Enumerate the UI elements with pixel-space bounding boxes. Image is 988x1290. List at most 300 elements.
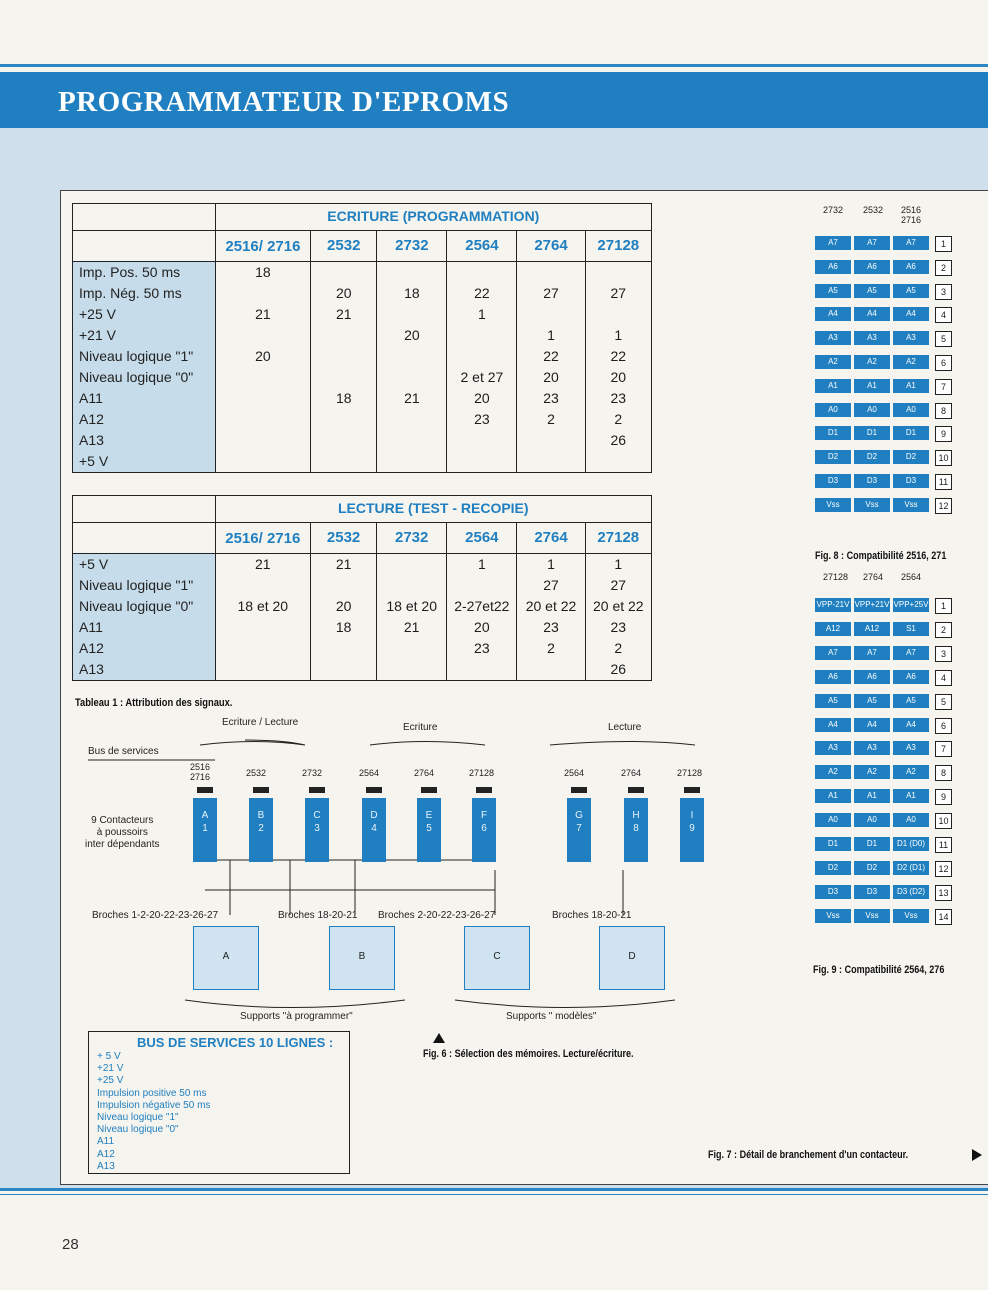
pinout-row bbox=[815, 909, 952, 925]
row-label: Imp. Nég. 50 ms bbox=[73, 283, 216, 304]
pin-signal: A6 bbox=[893, 670, 929, 684]
bottom-rule bbox=[0, 1188, 988, 1191]
table-cell: 18 bbox=[377, 283, 447, 304]
table-row bbox=[73, 367, 652, 388]
pin-signal: Vss bbox=[854, 909, 890, 923]
socket-a: A bbox=[193, 926, 259, 990]
pin-number: 2 bbox=[935, 260, 952, 276]
pin-signal: A7 bbox=[854, 646, 890, 660]
label-lecture: Lecture bbox=[608, 722, 642, 733]
table-lecture-caption: LECTURE (TEST - RECOPIE) bbox=[215, 496, 651, 523]
pin-signal: A3 bbox=[854, 741, 890, 755]
pinout-row bbox=[815, 450, 952, 466]
push-button-cap bbox=[628, 787, 644, 793]
table-cell: 27 bbox=[517, 575, 585, 596]
table-cell bbox=[377, 659, 447, 681]
column-header: 2764 bbox=[517, 231, 585, 262]
pin-signal: A1 bbox=[854, 789, 890, 803]
table-cell bbox=[447, 575, 517, 596]
pinout-header: 27128 bbox=[823, 572, 849, 582]
pinout-row bbox=[815, 236, 952, 252]
table-cell: 20 bbox=[377, 325, 447, 346]
table-cell: 20 et 22 bbox=[585, 596, 651, 617]
pin-signal: A4 bbox=[854, 307, 890, 321]
table-cell bbox=[377, 262, 447, 284]
bus-services-box bbox=[88, 1031, 350, 1174]
table-cell: 23 bbox=[447, 409, 517, 430]
table-cell: 20 bbox=[311, 596, 377, 617]
pinout-row bbox=[815, 498, 952, 514]
pin-signal: A3 bbox=[854, 331, 890, 345]
pin-signal: A7 bbox=[893, 646, 929, 660]
contacteur-chip-label: 2532 bbox=[246, 768, 267, 778]
pin-number: 1 bbox=[935, 236, 952, 252]
contacteur-letter: D bbox=[370, 810, 378, 821]
pin-signal: A2 bbox=[893, 355, 929, 369]
table-cell: 21 bbox=[311, 304, 377, 325]
table-cell: 1 bbox=[517, 554, 585, 576]
pin-signal: A6 bbox=[893, 260, 929, 274]
contacteur-c bbox=[305, 798, 329, 862]
label-broches-4: Broches 18-20-21 bbox=[552, 910, 632, 921]
pinout-row bbox=[815, 861, 952, 877]
contacteur-number: 7 bbox=[576, 823, 582, 834]
pin-signal: D1 (D0) bbox=[893, 837, 929, 851]
row-label: A12 bbox=[73, 409, 216, 430]
row-label: +5 V bbox=[73, 554, 216, 576]
brace-supports-prog bbox=[185, 1000, 405, 1008]
pin-signal: VPP-21V bbox=[815, 598, 851, 612]
contacteur-number: 9 bbox=[689, 823, 695, 834]
push-button-cap bbox=[421, 787, 437, 793]
row-label: A13 bbox=[73, 659, 216, 681]
table-row bbox=[73, 659, 652, 681]
pin-number: 7 bbox=[935, 741, 952, 757]
pinout-header: 2516 2716 bbox=[901, 205, 922, 225]
table-cell: 27 bbox=[585, 575, 651, 596]
table-cell: 21 bbox=[377, 388, 447, 409]
pin-number: 12 bbox=[935, 861, 952, 877]
pin-number: 14 bbox=[935, 909, 952, 925]
pin-signal: A5 bbox=[893, 694, 929, 708]
row-label: +5 V bbox=[73, 451, 216, 473]
contacteur-chip-label: 2564 bbox=[359, 768, 380, 778]
label-supports-prog: Supports "à programmer" bbox=[240, 1011, 353, 1022]
table-cell bbox=[517, 262, 585, 284]
table-row bbox=[73, 575, 652, 596]
table-cell: 18 et 20 bbox=[215, 596, 310, 617]
page-number: 28 bbox=[62, 1236, 79, 1253]
table-cell bbox=[517, 304, 585, 325]
pin-signal: A5 bbox=[854, 284, 890, 298]
pin-signal: A2 bbox=[854, 765, 890, 779]
pin-signal: A3 bbox=[815, 331, 851, 345]
pin-number: 13 bbox=[935, 885, 952, 901]
table-cell: 2 bbox=[585, 638, 651, 659]
table-cell: 20 bbox=[215, 346, 311, 367]
table-cell: 27 bbox=[517, 283, 585, 304]
contacteur-letter: E bbox=[425, 810, 433, 821]
contacteur-b bbox=[249, 798, 273, 862]
pin-signal: A5 bbox=[815, 284, 851, 298]
table-cell: 18 bbox=[311, 388, 377, 409]
pin-signal: D2 bbox=[854, 450, 890, 464]
pinout-row bbox=[815, 598, 952, 614]
bus-line-item: +21 V bbox=[97, 1063, 124, 1075]
pin-signal: Vss bbox=[815, 909, 851, 923]
pin-signal: A1 bbox=[854, 379, 890, 393]
column-header: 2732 bbox=[377, 523, 447, 554]
table-cell bbox=[517, 451, 585, 473]
contacteur-a bbox=[193, 798, 217, 862]
fig9-caption: Fig. 9 : Compatibilité 2564, 276 bbox=[813, 964, 945, 976]
socket-b: B bbox=[329, 926, 395, 990]
table-cell: 21 bbox=[377, 617, 447, 638]
table-cell bbox=[377, 304, 447, 325]
push-button-cap bbox=[476, 787, 492, 793]
push-button-cap bbox=[684, 787, 700, 793]
table-cell bbox=[377, 430, 447, 451]
arrow-right-icon bbox=[972, 1149, 982, 1161]
table-cell: 20 bbox=[517, 367, 585, 388]
table-cell bbox=[311, 367, 377, 388]
contacteur-number: 4 bbox=[371, 823, 377, 834]
contacteur-number: 3 bbox=[314, 823, 320, 834]
table-cell: 2 bbox=[517, 638, 585, 659]
table-cell: 20 bbox=[447, 388, 517, 409]
contacteur-chip-label: 2516 2716 bbox=[190, 762, 211, 782]
table-cell bbox=[311, 409, 377, 430]
table-cell: 2 bbox=[517, 409, 585, 430]
row-label: A12 bbox=[73, 638, 216, 659]
pin-signal: Vss bbox=[893, 909, 929, 923]
table-cell bbox=[447, 262, 517, 284]
bus-line-item: + 5 V bbox=[97, 1051, 121, 1062]
pin-number: 6 bbox=[935, 355, 952, 371]
pin-signal: A12 bbox=[815, 622, 851, 636]
pin-signal: A6 bbox=[815, 260, 851, 274]
brace-ecriture-lecture bbox=[200, 740, 305, 745]
pin-number: 12 bbox=[935, 498, 952, 514]
pinout-row bbox=[815, 694, 952, 710]
pin-number: 6 bbox=[935, 718, 952, 734]
contacteur-letter: F bbox=[480, 810, 488, 821]
table-cell: 22 bbox=[517, 346, 585, 367]
pin-signal: D1 bbox=[815, 426, 851, 440]
pin-signal: A3 bbox=[893, 331, 929, 345]
pin-signal: D1 bbox=[893, 426, 929, 440]
table-cell bbox=[311, 430, 377, 451]
pin-signal: VPP+21V bbox=[854, 598, 890, 612]
row-label: +21 V bbox=[73, 325, 216, 346]
pinout-row bbox=[815, 379, 952, 395]
contacteur-letter: I bbox=[690, 810, 694, 821]
table-cell bbox=[215, 325, 311, 346]
pin-signal: A2 bbox=[893, 765, 929, 779]
pin-signal: D1 bbox=[854, 837, 890, 851]
push-button-cap bbox=[309, 787, 325, 793]
table-cell bbox=[215, 659, 310, 681]
pin-signal: Vss bbox=[854, 498, 890, 512]
label-broches-3: Broches 2-20-22-23-26-27 bbox=[378, 910, 496, 921]
table-cell: 27 bbox=[585, 283, 651, 304]
pin-signal: A0 bbox=[893, 403, 929, 417]
pin-number: 11 bbox=[935, 837, 952, 853]
table-cell bbox=[377, 575, 447, 596]
pinout-header: 2532 bbox=[863, 205, 884, 215]
pinout-row bbox=[815, 885, 952, 901]
pin-signal: A1 bbox=[815, 789, 851, 803]
pin-signal: Vss bbox=[815, 498, 851, 512]
pin-signal: A2 bbox=[815, 355, 851, 369]
column-header: 2732 bbox=[377, 231, 447, 262]
table-cell: 20 bbox=[311, 283, 377, 304]
table-cell: 23 bbox=[517, 617, 585, 638]
bus-line-item: +25 V bbox=[97, 1075, 124, 1087]
table-cell bbox=[517, 659, 585, 681]
pin-signal: A4 bbox=[893, 307, 929, 321]
pinout-row bbox=[815, 622, 952, 638]
label-supports-mod: Supports " modèles" bbox=[506, 1011, 597, 1022]
pin-signal: A1 bbox=[893, 789, 929, 803]
pin-signal: D3 bbox=[815, 474, 851, 488]
pin-signal: A0 bbox=[815, 813, 851, 827]
row-label: A11 bbox=[73, 388, 216, 409]
pin-signal: D2 (D1) bbox=[893, 861, 929, 875]
pin-signal: D3 bbox=[815, 885, 851, 899]
table-cell: 1 bbox=[447, 554, 517, 576]
contacteur-chip-label: 27128 bbox=[677, 768, 703, 778]
table-cell: 18 et 20 bbox=[377, 596, 447, 617]
table-row bbox=[73, 451, 652, 473]
pin-signal: A0 bbox=[893, 813, 929, 827]
table-cell bbox=[447, 430, 517, 451]
pin-signal: A6 bbox=[854, 260, 890, 274]
pin-signal: Vss bbox=[893, 498, 929, 512]
table-cell bbox=[377, 638, 447, 659]
pin-signal: A7 bbox=[893, 236, 929, 250]
pin-signal: A5 bbox=[893, 284, 929, 298]
table-cell bbox=[377, 451, 447, 473]
contacteur-letter: B bbox=[257, 810, 265, 821]
table-cell bbox=[215, 575, 310, 596]
table-cell bbox=[311, 659, 377, 681]
pin-number: 9 bbox=[935, 426, 952, 442]
table-ecriture bbox=[72, 203, 652, 473]
pin-number: 10 bbox=[935, 450, 952, 466]
pin-number: 3 bbox=[935, 646, 952, 662]
brace-ecriture bbox=[370, 742, 485, 746]
table-cell: 1 bbox=[585, 554, 651, 576]
table-cell bbox=[377, 409, 447, 430]
column-header: 2764 bbox=[517, 523, 585, 554]
table-row bbox=[73, 325, 652, 346]
table-row bbox=[73, 554, 652, 576]
row-label: Imp. Pos. 50 ms bbox=[73, 262, 216, 284]
pin-signal: A5 bbox=[815, 694, 851, 708]
table-cell bbox=[585, 304, 651, 325]
contacteur-chip-label: 27128 bbox=[469, 768, 495, 778]
table-cell: 21 bbox=[215, 304, 311, 325]
pinout-row bbox=[815, 789, 952, 805]
table-cell: 26 bbox=[585, 430, 651, 451]
contacteur-number: 8 bbox=[633, 823, 639, 834]
table-cell: 1 bbox=[447, 304, 517, 325]
table-row bbox=[73, 304, 652, 325]
pinout-row bbox=[815, 813, 952, 829]
pin-number: 1 bbox=[935, 598, 952, 614]
pinout-header: 2732 bbox=[823, 205, 844, 215]
pin-signal: A4 bbox=[893, 718, 929, 732]
pin-signal: A6 bbox=[854, 670, 890, 684]
column-header: 27128 bbox=[585, 231, 651, 262]
pin-signal: A0 bbox=[854, 403, 890, 417]
pinout-row bbox=[815, 646, 952, 662]
table-cell bbox=[447, 659, 517, 681]
contacteur-letter: H bbox=[632, 810, 640, 821]
table-cell bbox=[377, 554, 447, 576]
pin-signal: VPP+25V bbox=[893, 598, 929, 612]
pin-signal: A7 bbox=[815, 646, 851, 660]
column-header: 2516/ 2716 bbox=[215, 231, 311, 262]
row-label: Niveau logique "1" bbox=[73, 575, 216, 596]
pin-signal: D1 bbox=[815, 837, 851, 851]
contacteur-number: 6 bbox=[481, 823, 487, 834]
bus-line-item: Niveau logique "1" bbox=[97, 1112, 179, 1124]
table-cell: 1 bbox=[585, 325, 651, 346]
pin-signal: D2 bbox=[815, 861, 851, 875]
bus-line-item: Impulsion positive 50 ms bbox=[97, 1087, 207, 1099]
table-cell bbox=[311, 346, 377, 367]
contacteur-number: 1 bbox=[202, 823, 208, 834]
pin-signal: A4 bbox=[854, 718, 890, 732]
row-label: +25 V bbox=[73, 304, 216, 325]
table-cell: 20 bbox=[447, 617, 517, 638]
pin-signal: A7 bbox=[854, 236, 890, 250]
pinout-row bbox=[815, 741, 952, 757]
table-cell: 2 et 27 bbox=[447, 367, 517, 388]
pin-signal: A1 bbox=[815, 379, 851, 393]
table-cell: 22 bbox=[447, 283, 517, 304]
pin-signal: A1 bbox=[893, 379, 929, 393]
pinout-row bbox=[815, 331, 952, 347]
table-cell: 20 et 22 bbox=[517, 596, 585, 617]
table-cell: 2 bbox=[585, 409, 651, 430]
contacteur-g bbox=[567, 798, 591, 862]
pinout-row bbox=[815, 403, 952, 419]
label-ecriture-lecture: Ecriture / Lecture bbox=[222, 717, 299, 728]
table-cell bbox=[311, 638, 377, 659]
pin-signal: A12 bbox=[854, 622, 890, 636]
table-row bbox=[73, 388, 652, 409]
table-cell bbox=[215, 617, 310, 638]
pin-number: 4 bbox=[935, 670, 952, 686]
table-cell bbox=[311, 325, 377, 346]
table-cell: 23 bbox=[447, 638, 517, 659]
table-row bbox=[73, 262, 652, 284]
pinout-row bbox=[815, 765, 952, 781]
contacteur-number: 5 bbox=[426, 823, 432, 834]
pinout-row bbox=[815, 307, 952, 323]
pin-signal: D2 bbox=[815, 450, 851, 464]
table-cell bbox=[447, 346, 517, 367]
pin-number: 8 bbox=[935, 403, 952, 419]
label-broches-1: Broches 1-2-20-22-23-26-27 bbox=[92, 910, 219, 921]
contacteur-e bbox=[417, 798, 441, 862]
corner-cell bbox=[73, 523, 216, 554]
bottom-rule-thin bbox=[0, 1194, 988, 1195]
pin-signal: S1 bbox=[893, 622, 929, 636]
table-lecture bbox=[72, 495, 652, 681]
pin-signal: D2 bbox=[854, 861, 890, 875]
row-label: Niveau logique "0" bbox=[73, 367, 216, 388]
pin-signal: A0 bbox=[815, 403, 851, 417]
pin-signal: A5 bbox=[854, 694, 890, 708]
bus-line-item: A11 bbox=[97, 1136, 115, 1148]
pin-signal: D3 bbox=[854, 474, 890, 488]
pin-signal: A4 bbox=[815, 718, 851, 732]
push-button-cap bbox=[571, 787, 587, 793]
contacteur-f bbox=[472, 798, 496, 862]
table-row bbox=[73, 638, 652, 659]
column-header: 27128 bbox=[585, 523, 651, 554]
table-cell bbox=[215, 283, 311, 304]
label-broches-2: Broches 18-20-21 bbox=[278, 910, 358, 921]
pinout-row bbox=[815, 670, 952, 686]
table-cell bbox=[311, 575, 377, 596]
pinout-row bbox=[815, 284, 952, 300]
contacteur-i bbox=[680, 798, 704, 862]
pin-signal: D2 bbox=[893, 450, 929, 464]
pinout-header: 2564 bbox=[901, 572, 922, 582]
contacteur-chip-label: 2732 bbox=[302, 768, 323, 778]
row-label: Niveau logique "1" bbox=[73, 346, 216, 367]
pin-number: 8 bbox=[935, 765, 952, 781]
contacteur-letter: G bbox=[575, 810, 583, 821]
title-banner bbox=[0, 72, 988, 128]
brace-supports-mod bbox=[455, 1000, 675, 1008]
table-ecriture-caption: ECRITURE (PROGRAMMATION) bbox=[215, 204, 651, 231]
label-contacteurs: 9 Contacteurs à poussoirs inter dépendants bbox=[85, 815, 160, 850]
table-cell bbox=[215, 409, 311, 430]
label-bus-services: Bus de services bbox=[88, 746, 159, 757]
table-cell: 2-27et22 bbox=[447, 596, 517, 617]
table-cell: 21 bbox=[215, 554, 310, 576]
contacteur-number: 2 bbox=[258, 823, 264, 834]
pin-number: 5 bbox=[935, 694, 952, 710]
socket-c: C bbox=[464, 926, 530, 990]
bus-line-item: A13 bbox=[97, 1160, 115, 1172]
brace-lecture bbox=[550, 742, 695, 746]
row-label: Niveau logique "0" bbox=[73, 596, 216, 617]
table-row bbox=[73, 409, 652, 430]
bus-box-title: BUS DE SERVICES 10 LIGNES : bbox=[137, 1035, 334, 1050]
fig8-caption: Fig. 8 : Compatibilité 2516, 271 bbox=[815, 550, 947, 562]
push-button-cap bbox=[197, 787, 213, 793]
pin-number: 4 bbox=[935, 307, 952, 323]
bus-box-items bbox=[97, 1051, 210, 1173]
pin-signal: A0 bbox=[854, 813, 890, 827]
contacteur-chip-label: 2764 bbox=[621, 768, 642, 778]
pinout-row bbox=[815, 718, 952, 734]
contacteur-chip-label: 2764 bbox=[414, 768, 435, 778]
table-cell bbox=[215, 638, 310, 659]
pin-signal: A3 bbox=[893, 741, 929, 755]
table-cell bbox=[311, 262, 377, 284]
row-label: A13 bbox=[73, 430, 216, 451]
label-ecriture: Ecriture bbox=[403, 722, 438, 733]
row-label: A11 bbox=[73, 617, 216, 638]
